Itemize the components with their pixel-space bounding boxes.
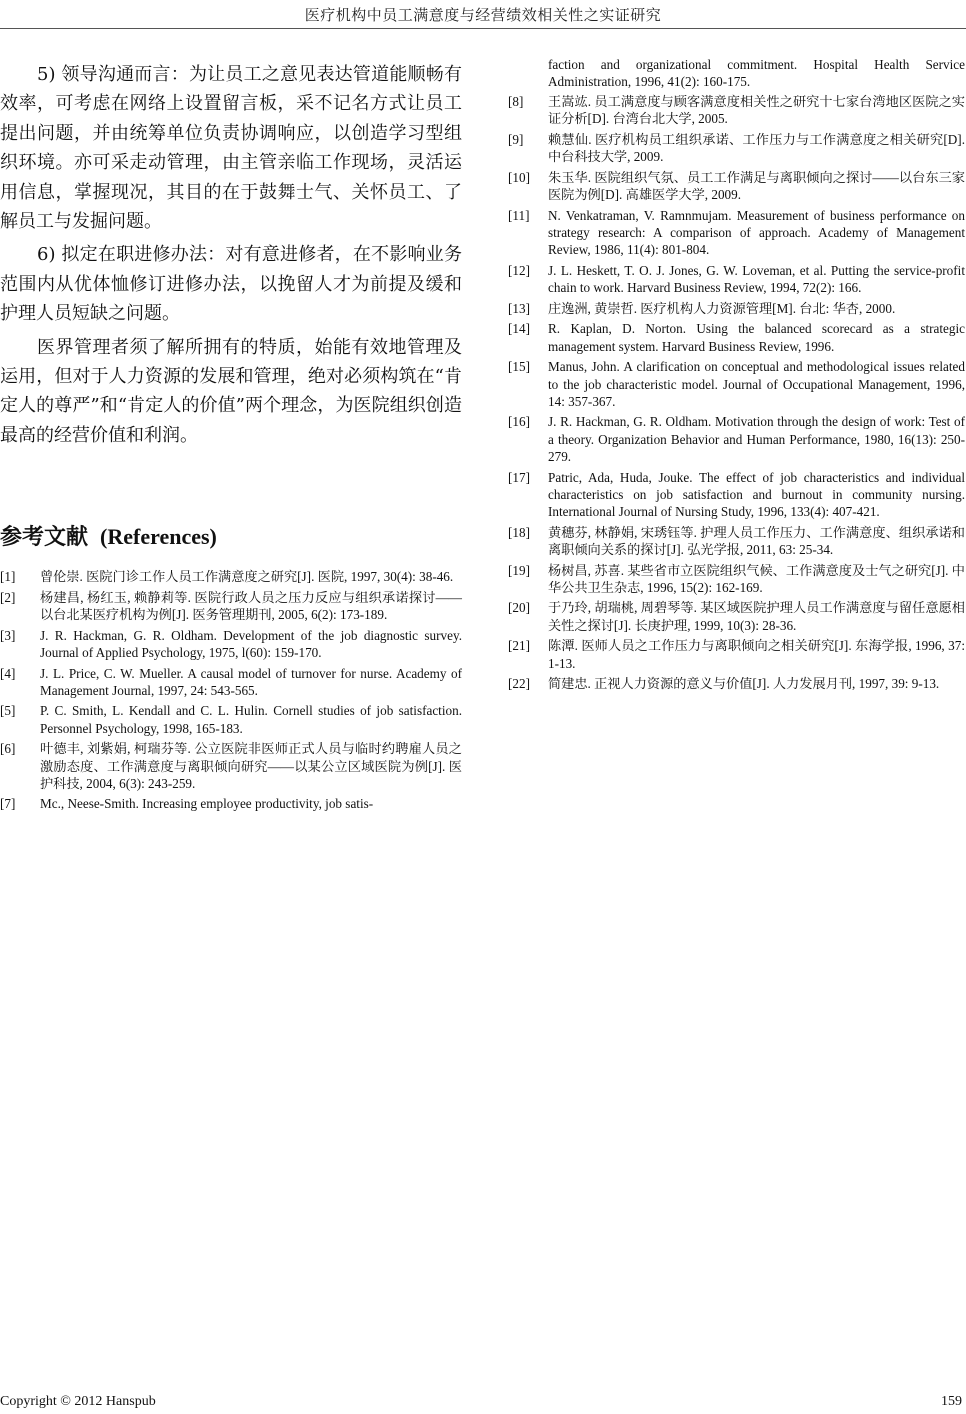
reference-number: [20] [508,600,530,616]
reference-number: [9] [508,131,524,147]
reference-text: 叶德丰, 刘紫娟, 柯瑞芬等. 公立医院非医师正式人员与临时约聘雇人员之激励态度、工作满意度与离职倾向研究——以某公立区域医院为例[J]. 医护科技, 2004, 6(3): 243-259. [40,741,462,791]
reference-item [508,469,965,521]
reference-text: J. L. Heskett, T. O. J. Jones, G. W. Loveman, et al. Putting the service-profit chain to work. Harvard Business Review, 1994, 72(2): 166. [548,262,965,296]
reference-number: [17] [508,469,530,485]
reference-number: [3] [0,627,16,643]
reference-item [508,413,965,465]
reference-number: [5] [0,703,16,719]
reference-text: 王嵩竑. 员工满意度与顾客满意度相关性之研究十七家台湾地区医院之实证分析[D]. 台湾台北大学, 2005. [548,94,965,127]
reference-number: [12] [508,262,530,278]
reference-number: [1] [0,569,16,584]
reference-item [508,207,965,259]
reference-number: [18] [508,524,530,540]
reference-item [508,300,965,317]
reference-number: [10] [508,169,530,185]
reference-number: [7] [0,796,16,812]
reference-number: [8] [508,94,524,109]
copyright-footer: Copyright © 2012 Hanspub [0,1394,156,1409]
reference-text: R. Kaplan, D. Norton. Using the balanced scorecard as a strategic management system. Harvard Business Review, 1996. [548,321,965,354]
reference-item [0,665,462,699]
reference-item [508,637,965,671]
body-paragraph-1: 5) 领导沟通而言：为让员工之意见表达管道能顺畅有效率，可考虑在网络上设置留言板，采不记名方式让员工提出问题，并由统筹单位负责协调响应，以创造学习型组织环境。亦可采走动管理，由主管亲临工作现场，灵活运用信息，掌握现况，其目的在于鼓舞士气、关怀员工、了解员工与发掘问题。 [0,64,462,233]
reference-item [0,589,462,623]
reference-continuation: faction and organizational commitment. Hospital Health Service Administration, 1996, 41(2): 160-175. [548,57,965,90]
running-header: 医疗机构中员工满意度与经营绩效相关性之实证研究 [304,6,662,24]
reference-text: 庄逸洲, 黄崇哲. 医疗机构人力资源管理[M]. 台北: 华杏, 2000. [548,300,896,316]
reference-number: [15] [508,359,530,375]
reference-text: J. L. Price, C. W. Mueller. A causal model of turnover for nurse. Academy of Management Journal, 1997, 24: 543-565. [40,665,462,698]
body-paragraph-2: 6) 拟定在职进修办法：对有意进修者，在不影响业务范围内从优体恤修订进修办法，以挽留人才为前提及缓和护理人员短缺之问题。 [0,244,462,325]
reference-text: 简建忠. 正视人力资源的意义与价值[J]. 人力发展月刊, 1997, 39: 9-13. [548,676,940,692]
reference-text: 赖慧仙. 医疗机构员工组织承诺、工作压力与工作满意度之相关研究[D]. 中台科技大学, 2009. [548,131,965,165]
reference-item [0,568,462,585]
references-right-column [508,93,965,696]
reference-item [0,740,462,792]
reference-item [508,262,965,296]
references-heading-cn: 参考文献 [0,525,89,550]
reference-item [508,169,965,203]
reference-text: Mc., Neese-Smith. Increasing employee productivity, job satis- [40,796,374,812]
reference-number: [4] [0,665,16,681]
reference-item [0,627,462,661]
body-paragraph-3: 医界管理者须了解所拥有的特质，始能有效地管理及运用，但对于人力资源的发展和管理，绝对必须构筑在“肯定人的尊严”和“肯定人的价值”两个理念，为医院组织创造最高的经营价值和利润。 [0,336,462,446]
reference-item [508,524,965,558]
references-left-column [0,568,462,816]
reference-text: 于乃玲, 胡瑞桃, 周碧琴等. 某区域医院护理人员工作满意度与留任意愿相关性之探讨[J]. 长庚护理, 1999, 10(3): 28-36. [548,600,965,633]
reference-text: 杨树昌, 苏喜. 某些省市立医院组织气候、工作满意度及士气之研究[J]. 中华公共卫生杂志, 1996, 15(2): 162-169. [548,562,965,595]
header-rule [0,28,966,29]
references-heading [0,520,217,551]
reference-text: J. R. Hackman, G. R. Oldham. Development of the job diagnostic survey. Journal of Applied Psychology, 1975, l(60): 159-170. [40,627,462,660]
reference-text: 黄穗芬, 林静娟, 宋琇钰等. 护理人员工作压力、工作满意度、组织承诺和离职倾向关系的探讨[J]. 弘光学报, 2011, 63: 25-34. [548,524,965,557]
reference-number: [21] [508,638,530,654]
references-heading-en: (References) [100,524,217,549]
reference-item [508,131,965,165]
body-text-column [0,60,462,450]
page-number: 159 [941,1394,962,1409]
reference-number: [14] [508,321,530,337]
reference-number: [2] [0,589,16,605]
reference-item [508,675,965,692]
reference-item [508,358,965,410]
reference-text: 陈潭. 医师人员之工作压力与离职倾向之相关研究[J]. 东海学报, 1996, 37: 1-13. [548,638,965,671]
reference-text: Manus, John. A clarification on conceptual and methodological issues related to the job characteristic model. Journal of Occupational Management, 1996, 14: 357-367. [548,359,965,409]
reference-item [0,702,462,736]
reference-number: [19] [508,562,530,578]
reference-text: J. R. Hackman, G. R. Oldham. Motivation through the design of work: Test of a theory. Organization Behavior and Human Performance, 1980, 16(13): 250-279. [548,414,965,464]
reference-item [508,93,965,127]
reference-number: [22] [508,676,530,692]
reference-number: [11] [508,207,530,223]
reference-text: 曾伦崇. 医院门诊工作人员工作满意度之研究[J]. 医院, 1997, 30(4): 38-46. [40,569,454,584]
reference-item [508,599,965,633]
reference-number: [16] [508,414,530,430]
reference-number: [6] [0,741,16,757]
reference-text: 杨建昌, 杨红玉, 赖静莉等. 医院行政人员之压力反应与组织承诺探讨——以台北某医疗机构为例[J]. 医务管理期刊, 2005, 6(2): 173-189. [40,589,462,622]
reference-item [508,562,965,596]
reference-number: [13] [508,300,530,316]
reference-text: N. Venkatraman, V. Ramnmujam. Measurement of business performance on strategy research: A comparison of approach. Academy of Management Review, 1986, 11(4): 801-804. [548,207,965,258]
reference-item [0,795,462,812]
reference-text: Patric, Ada, Huda, Jouke. The effect of job characteristics and individual characteristics on job satisfaction and burnout in community nursing. International Journal of Nursing Study, 1996, 133(4): 407-421. [548,469,965,519]
reference-text: 朱玉华. 医院组织气氛、员工工作满足与离职倾向之探讨——以台东三家医院为例[D]. 高雄医学大学, 2009. [548,169,965,203]
reference-item [508,320,965,354]
reference-text: P. C. Smith, L. Kendall and C. L. Hulin. Cornell studies of job satisfaction. Personnel Psychology, 1998, 165-183. [40,703,462,736]
